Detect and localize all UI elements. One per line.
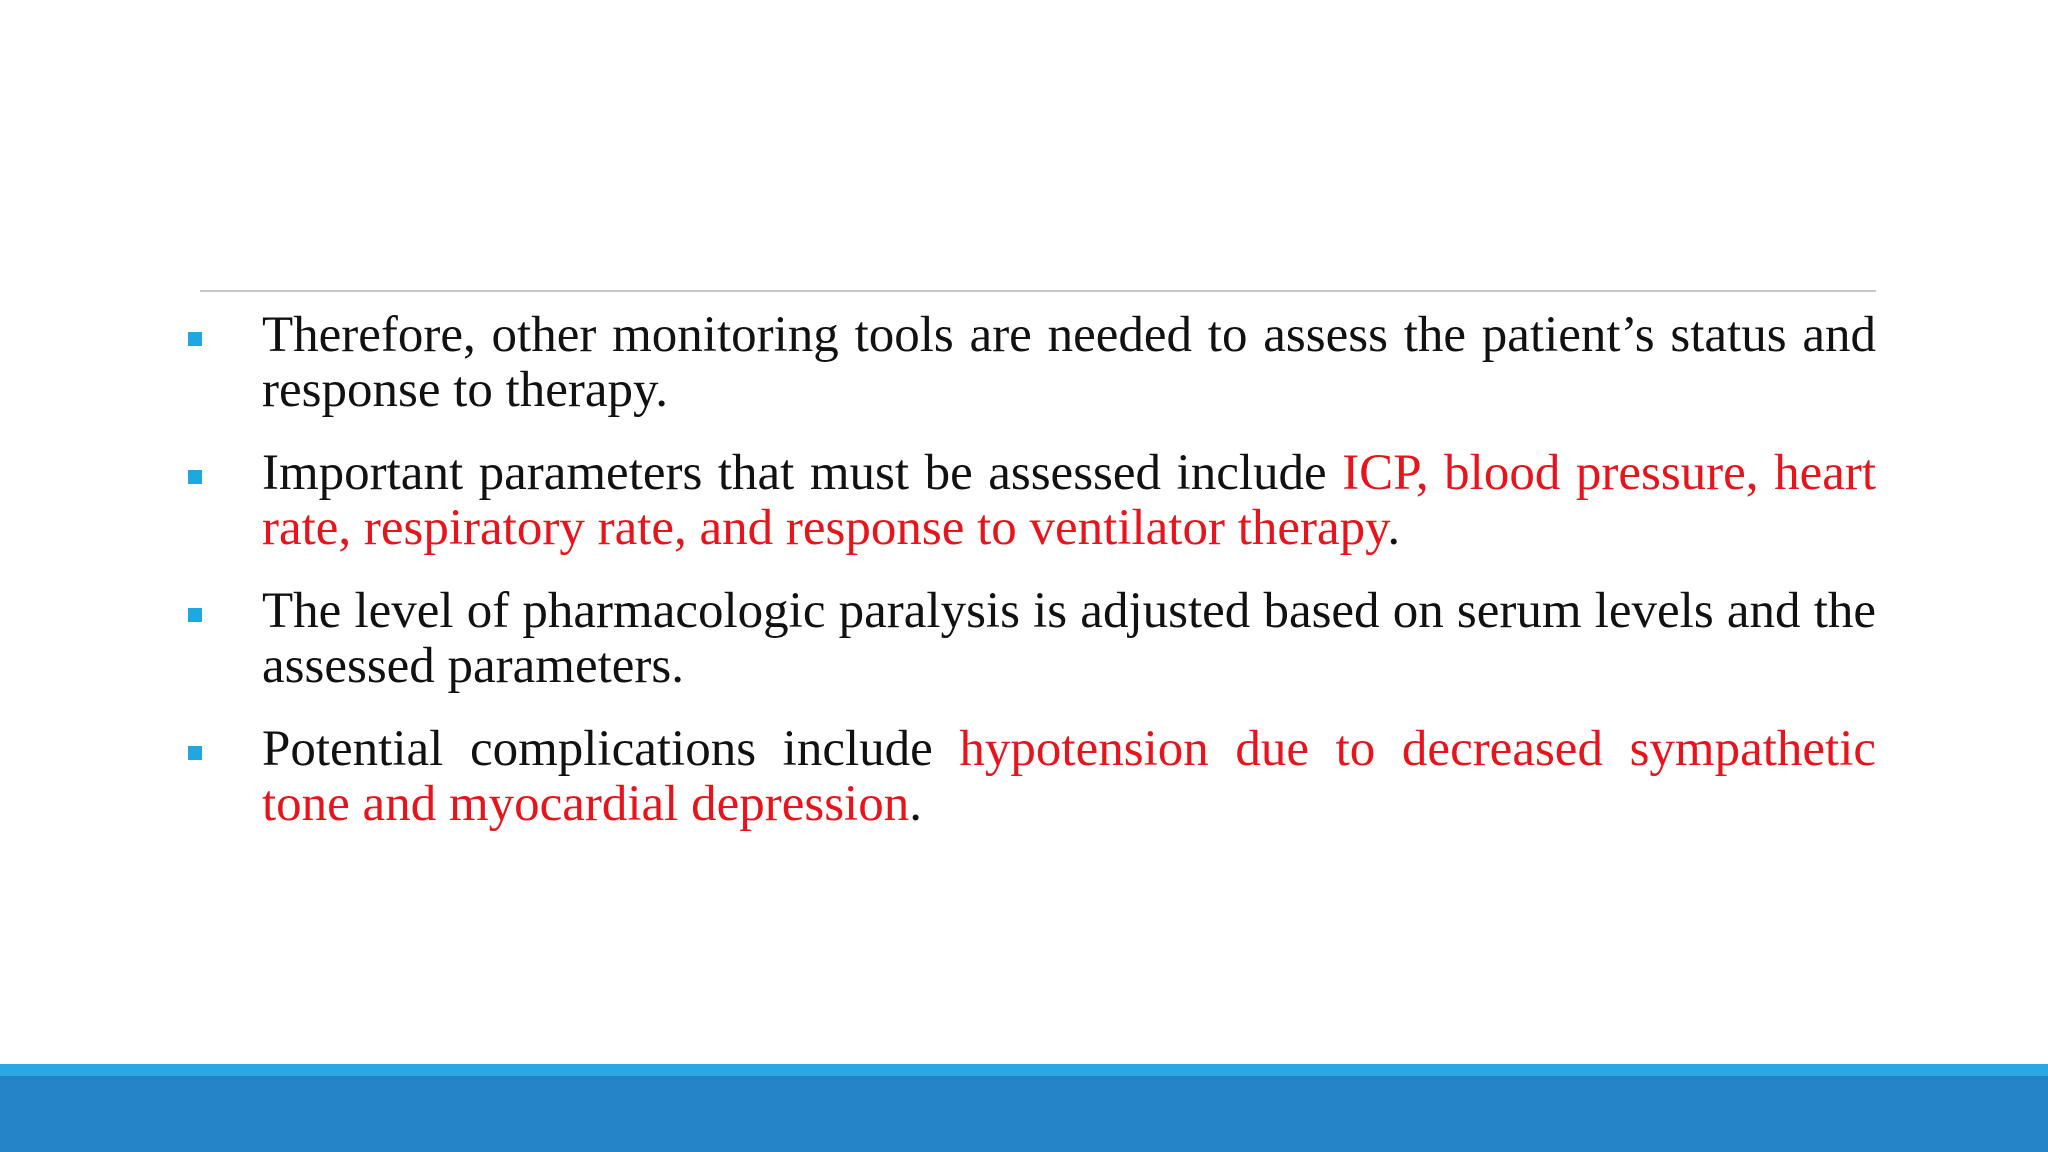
bullet-item — [186, 446, 1876, 556]
bullet-text-end: . — [909, 776, 922, 832]
bullet-item — [186, 308, 1876, 418]
slide-content — [186, 308, 1876, 860]
bullet-list — [186, 308, 1876, 832]
title-divider — [200, 290, 1876, 292]
bullet-item — [186, 722, 1876, 832]
square-bullet-icon — [188, 746, 202, 760]
footer-accent-stripe — [0, 1064, 2048, 1076]
bullet-text: Potential complications include — [262, 721, 960, 777]
bullet-text: Therefore, other monitoring tools are needed to assess the patient’s status and response to therapy. — [262, 307, 1876, 418]
bullet-highlight: ICP, blood pressure, heart rate, respiratory rate, and response to ventilator therapy — [262, 445, 1876, 556]
bullet-text: The level of pharmacologic paralysis is adjusted based on serum levels and the assessed parameters. — [262, 583, 1876, 694]
square-bullet-icon — [188, 332, 202, 346]
footer-band — [0, 1076, 2048, 1152]
bullet-text-end: . — [1387, 500, 1401, 556]
bullet-item — [186, 584, 1876, 694]
square-bullet-icon — [188, 470, 202, 484]
bullet-text: Important parameters that must be assessed include — [262, 445, 1343, 501]
square-bullet-icon — [188, 608, 202, 622]
bullet-highlight: hypotension due to decreased sympathetic tone and myocardial depression — [262, 721, 1877, 832]
